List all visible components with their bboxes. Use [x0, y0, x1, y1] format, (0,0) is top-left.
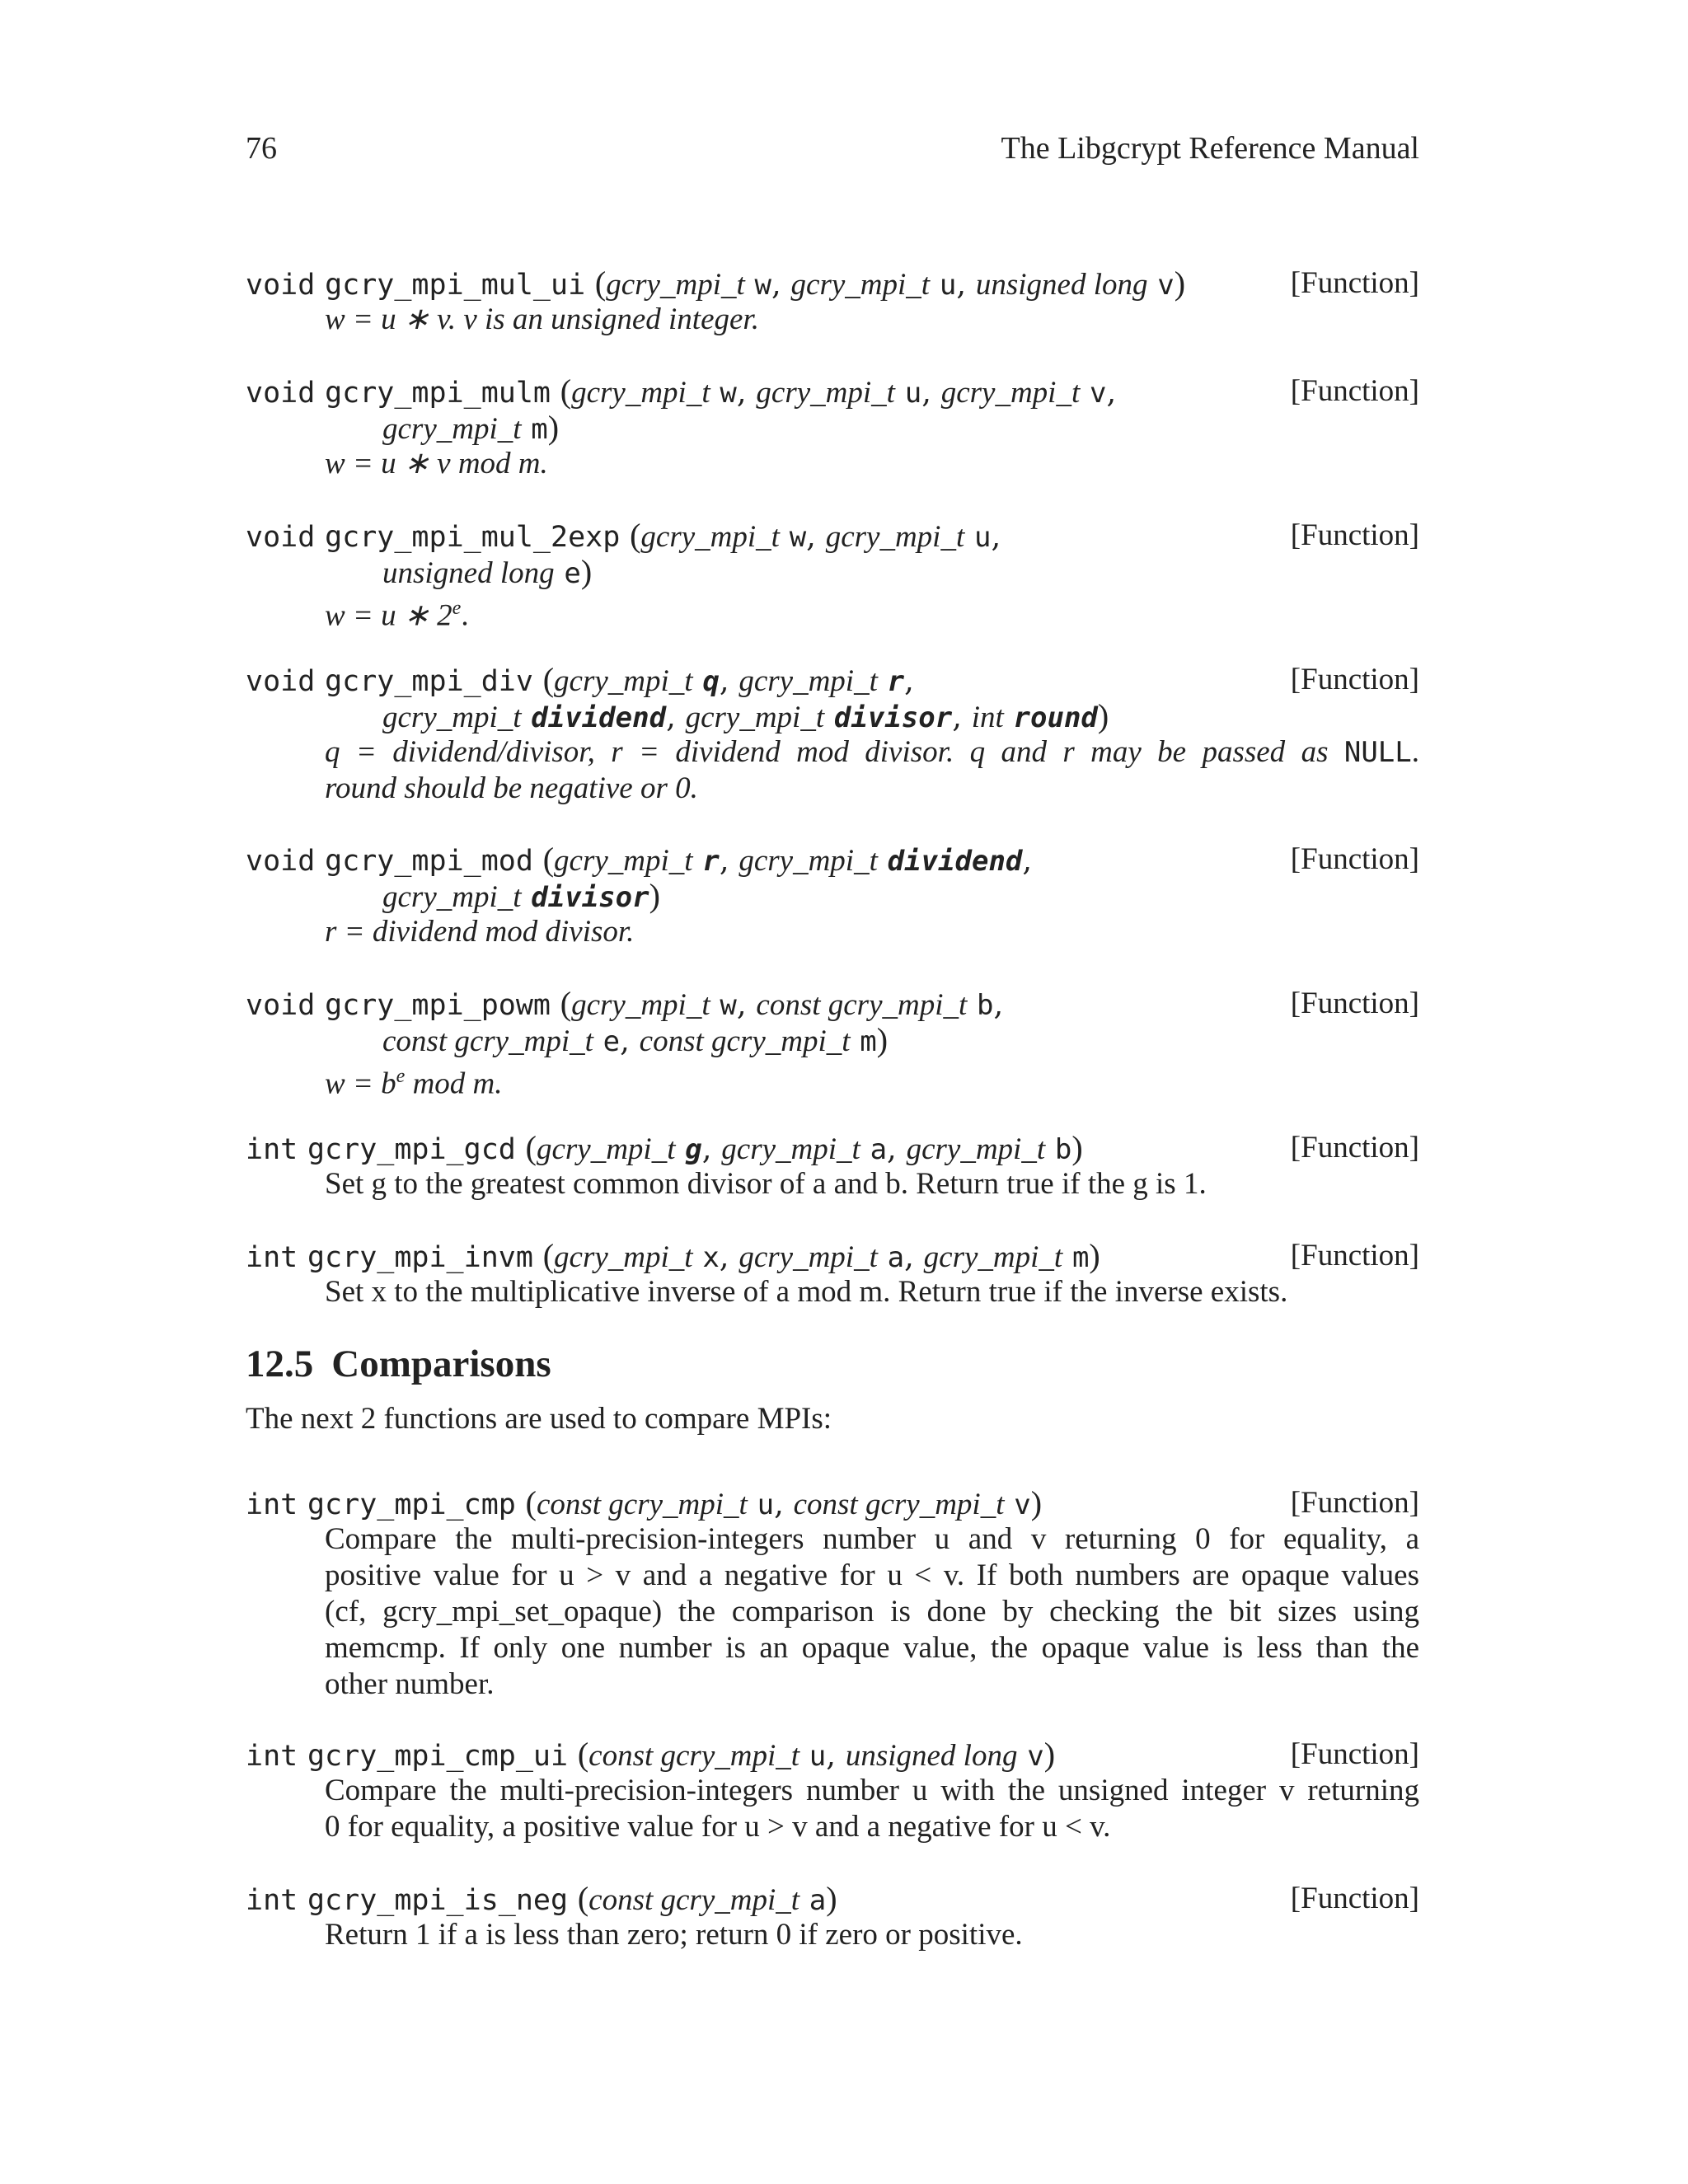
param-name: dividend: [887, 845, 1023, 878]
return-type: int: [246, 1740, 298, 1773]
category-label: [Function]: [1290, 266, 1419, 300]
param-name: u: [974, 521, 992, 554]
description-line: memcmp. If only one number is an opaque value, the opaque value is less than the: [325, 1631, 1419, 1665]
param-type: int: [971, 701, 1004, 734]
function-name: gcry_mpi_powm: [325, 989, 551, 1022]
function-name: gcry_mpi_cmp: [307, 1488, 516, 1521]
function-name: gcry_mpi_mul_2exp: [325, 521, 621, 554]
function-name: gcry_mpi_gcd: [307, 1133, 516, 1166]
param-type: gcry_mpi_t: [756, 376, 895, 410]
param-name: w: [789, 521, 807, 554]
return-type: void: [246, 269, 316, 302]
description-line: Compare the multi-precision-integers number u with the unsigned integer v returning: [325, 1774, 1419, 1807]
description: w = u ∗ 2e.: [325, 598, 469, 633]
description: Set g to the greatest common divisor of a and b. Return true if the g is 1.: [325, 1167, 1207, 1201]
param-type: gcry_mpi_t: [825, 520, 965, 554]
def-gcry-mpi-mulm: void gcry_mpi_mulm (gcry_mpi_t w, gcry_mpi_t u, gcry_mpi_t v, [Function] gcry_mpi_t m) w = u ∗ v mod m.: [246, 373, 1419, 480]
param-name: w: [754, 269, 772, 302]
param-name: b: [1054, 1133, 1072, 1166]
param-name: g: [685, 1133, 702, 1166]
category-label: [Function]: [1290, 374, 1419, 408]
param-type: gcry_mpi_t: [382, 880, 522, 914]
description: [246, 1521, 1419, 1703]
param-name: w: [720, 377, 737, 410]
return-type: void: [246, 521, 316, 554]
param-type: const gcry_mpi_t: [588, 1883, 800, 1917]
function-name: gcry_mpi_mul_ui: [325, 269, 586, 302]
return-type: void: [246, 377, 316, 410]
category-label: [Function]: [1290, 663, 1419, 696]
param-type: gcry_mpi_t: [738, 664, 878, 698]
param-type: gcry_mpi_t: [790, 268, 931, 302]
param-type: gcry_mpi_t: [940, 376, 1081, 410]
param-name: round: [1013, 701, 1098, 734]
param-name: divisor: [833, 701, 953, 734]
return-type: void: [246, 989, 316, 1022]
param-type: gcry_mpi_t: [554, 844, 693, 878]
param-type: gcry_mpi_t: [738, 1240, 878, 1274]
param-name: u: [939, 269, 957, 302]
return-type: void: [246, 665, 316, 698]
def-gcry-mpi-cmp: int gcry_mpi_cmp (const gcry_mpi_t u, const gcry_mpi_t v) [Function] Compare the multi-precision-integers number u and v returning 0 for equality, a positive value for u > v and a negative for u < v. If both numbers are opaque values (cf, gcry_mpi_set_opaque) the comparison is done by checking the bit sizes using memcmp. If only one number is an opaque value, the opaque value is less than the other number.: [246, 1484, 1419, 1701]
param-type: const gcry_mpi_t: [639, 1024, 851, 1058]
param-name: dividend: [531, 701, 667, 734]
description: w = u ∗ v mod m.: [325, 447, 548, 480]
param-name: x: [702, 1241, 720, 1274]
description: r = dividend mod divisor.: [325, 915, 635, 949]
description: [246, 1773, 1419, 1845]
param-type: gcry_mpi_t: [685, 701, 825, 734]
param-type: unsigned long: [845, 1739, 1018, 1773]
param-type: gcry_mpi_t: [382, 701, 522, 734]
function-name: gcry_mpi_invm: [307, 1241, 533, 1274]
param-type: gcry_mpi_t: [606, 268, 745, 302]
param-type: gcry_mpi_t: [923, 1240, 1063, 1274]
category-label: [Function]: [1290, 1239, 1419, 1272]
section-heading: [246, 1342, 551, 1386]
page-number: 76: [246, 131, 277, 166]
description: w = u ∗ v. v is an unsigned integer.: [325, 302, 759, 336]
param-type: unsigned long: [975, 268, 1148, 302]
param-name: a: [870, 1133, 888, 1166]
param-name: q: [702, 665, 720, 698]
param-type: gcry_mpi_t: [721, 1132, 860, 1166]
param-name: v: [1157, 269, 1175, 302]
param-name: e: [564, 557, 581, 590]
category-label: [Function]: [1290, 1882, 1419, 1915]
def-gcry-mpi-is-neg: int gcry_mpi_is_neg (const gcry_mpi_t a) [Function] Return 1 if a is less than zero; return 0 if zero or positive.: [246, 1880, 1419, 1952]
return-type: int: [246, 1884, 298, 1917]
param-type: gcry_mpi_t: [640, 520, 780, 554]
description: $w = b^e$ mod m.: [325, 1066, 503, 1101]
description-line: Compare the multi-precision-integers number u and v returning 0 for equality, a: [325, 1522, 1419, 1556]
description-line: positive value for u > v and a negative for u < v. If both numbers are opaque values: [325, 1558, 1419, 1592]
param-type: gcry_mpi_t: [554, 1240, 693, 1274]
param-type: gcry_mpi_t: [906, 1132, 1046, 1166]
param-type: const gcry_mpi_t: [793, 1488, 1005, 1521]
function-name: gcry_mpi_mod: [325, 845, 533, 878]
def-gcry-mpi-mul-2exp: void gcry_mpi_mul_2exp (gcry_mpi_t w, gcry_mpi_t u, [Function] unsigned long e) w = u ∗ 2e.: [246, 517, 1419, 633]
description: Return 1 if a is less than zero; return 0 if zero or positive.: [325, 1918, 1023, 1952]
param-type: gcry_mpi_t: [382, 412, 522, 446]
def-gcry-mpi-mod: void gcry_mpi_mod (gcry_mpi_t r, gcry_mpi_t dividend, [Function] gcry_mpi_t divisor) r = dividend mod divisor.: [246, 841, 1419, 949]
param-name: v: [1027, 1740, 1044, 1773]
param-name: u: [904, 377, 922, 410]
param-name: m: [1071, 1241, 1090, 1274]
description: Set x to the multiplicative inverse of a mod m. Return true if the inverse exists.: [325, 1275, 1288, 1309]
param-name: w: [720, 989, 737, 1022]
param-type: const gcry_mpi_t: [588, 1739, 800, 1773]
manual-title: The Libgcrypt Reference Manual: [1001, 131, 1419, 166]
return-type: int: [246, 1241, 298, 1274]
function-name: gcry_mpi_div: [325, 665, 533, 698]
category-label: [Function]: [1290, 1131, 1419, 1165]
def-gcry-mpi-powm: void gcry_mpi_powm (gcry_mpi_t w, const gcry_mpi_t b, [Function] const gcry_mpi_t e, const gcry_mpi_t m) $w = b^e$ mod m.: [246, 985, 1419, 1101]
param-name: r: [702, 845, 720, 878]
param-type: const gcry_mpi_t: [536, 1488, 748, 1521]
param-type: const gcry_mpi_t: [756, 988, 968, 1022]
def-gcry-mpi-div: void gcry_mpi_div (gcry_mpi_t q, gcry_mpi_t r, [Function] gcry_mpi_t dividend, gcry_mpi_t divisor, int round) q = dividend/divisor, r = dividend mod divisor. q and r may be passed as NULL. round should be negative or 0.: [246, 661, 1419, 805]
param-type: gcry_mpi_t: [738, 844, 878, 878]
category-label: [Function]: [1290, 842, 1419, 876]
description-line: (cf, gcry_mpi_set_opaque) the comparison is done by checking the bit sizes using: [325, 1595, 1419, 1629]
description-line: 0 for equality, a positive value for u > v and a negative for u < v.: [325, 1810, 1111, 1844]
category-label: [Function]: [1290, 1486, 1419, 1520]
function-name: gcry_mpi_cmp_ui: [307, 1740, 569, 1773]
param-name: v: [1014, 1488, 1031, 1521]
param-type: gcry_mpi_t: [554, 664, 693, 698]
param-name: v: [1090, 377, 1107, 410]
param-name: e: [603, 1025, 621, 1058]
return-type: int: [246, 1133, 298, 1166]
def-gcry-mpi-cmp-ui: int gcry_mpi_cmp_ui (const gcry_mpi_t u, unsigned long v) [Function] Compare the multi-precision-integers number u with the unsigned integer v returning 0 for equality, a positive value for u > v and a negative for u < v.: [246, 1736, 1419, 1844]
description-line: other number.: [325, 1667, 495, 1701]
param-name: b: [977, 989, 994, 1022]
param-type: unsigned long: [382, 556, 555, 590]
param-type: gcry_mpi_t: [571, 376, 710, 410]
def-gcry-mpi-mul-ui: void gcry_mpi_mul_ui (gcry_mpi_t w, gcry_mpi_t u, unsigned long v) [Function] w = u ∗ v. v is an unsigned integer.: [246, 265, 1419, 336]
param-name: u: [757, 1488, 775, 1521]
function-name: gcry_mpi_mulm: [325, 377, 551, 410]
param-name: u: [809, 1740, 827, 1773]
param-name: divisor: [531, 881, 649, 914]
def-gcry-mpi-invm: int gcry_mpi_invm (gcry_mpi_t x, gcry_mpi_t a, gcry_mpi_t m) [Function] Set x to the multiplicative inverse of a mod m. Return true if the inverse exists.: [246, 1237, 1419, 1309]
param-name: m: [531, 413, 548, 446]
section-intro: The next 2 functions are used to compare MPIs:: [246, 1402, 832, 1436]
function-name: gcry_mpi_is_neg: [307, 1884, 569, 1917]
return-type: int: [246, 1488, 298, 1521]
category-label: [Function]: [1290, 518, 1419, 552]
param-name: r: [887, 665, 905, 698]
category-label: [Function]: [1290, 987, 1419, 1020]
param-name: m: [860, 1025, 877, 1058]
return-type: void: [246, 845, 316, 878]
page-header: [246, 130, 1419, 171]
description: q = dividend/divisor, r = dividend mod divisor. q and r may be passed as NULL. round should be negative or 0.: [325, 735, 1419, 805]
param-type: const gcry_mpi_t: [382, 1024, 593, 1058]
category-label: [Function]: [1290, 1737, 1419, 1771]
param-type: gcry_mpi_t: [536, 1132, 676, 1166]
param-type: gcry_mpi_t: [571, 988, 710, 1022]
section-title: Comparisons: [331, 1343, 551, 1385]
def-gcry-mpi-gcd: int gcry_mpi_gcd (gcry_mpi_t g, gcry_mpi_t a, gcry_mpi_t b) [Function] Set g to the greatest common divisor of a and b. Return true if the g is 1.: [246, 1129, 1419, 1201]
param-name: a: [887, 1241, 905, 1274]
param-name: a: [809, 1884, 827, 1917]
section-number: 12.5: [246, 1343, 314, 1385]
